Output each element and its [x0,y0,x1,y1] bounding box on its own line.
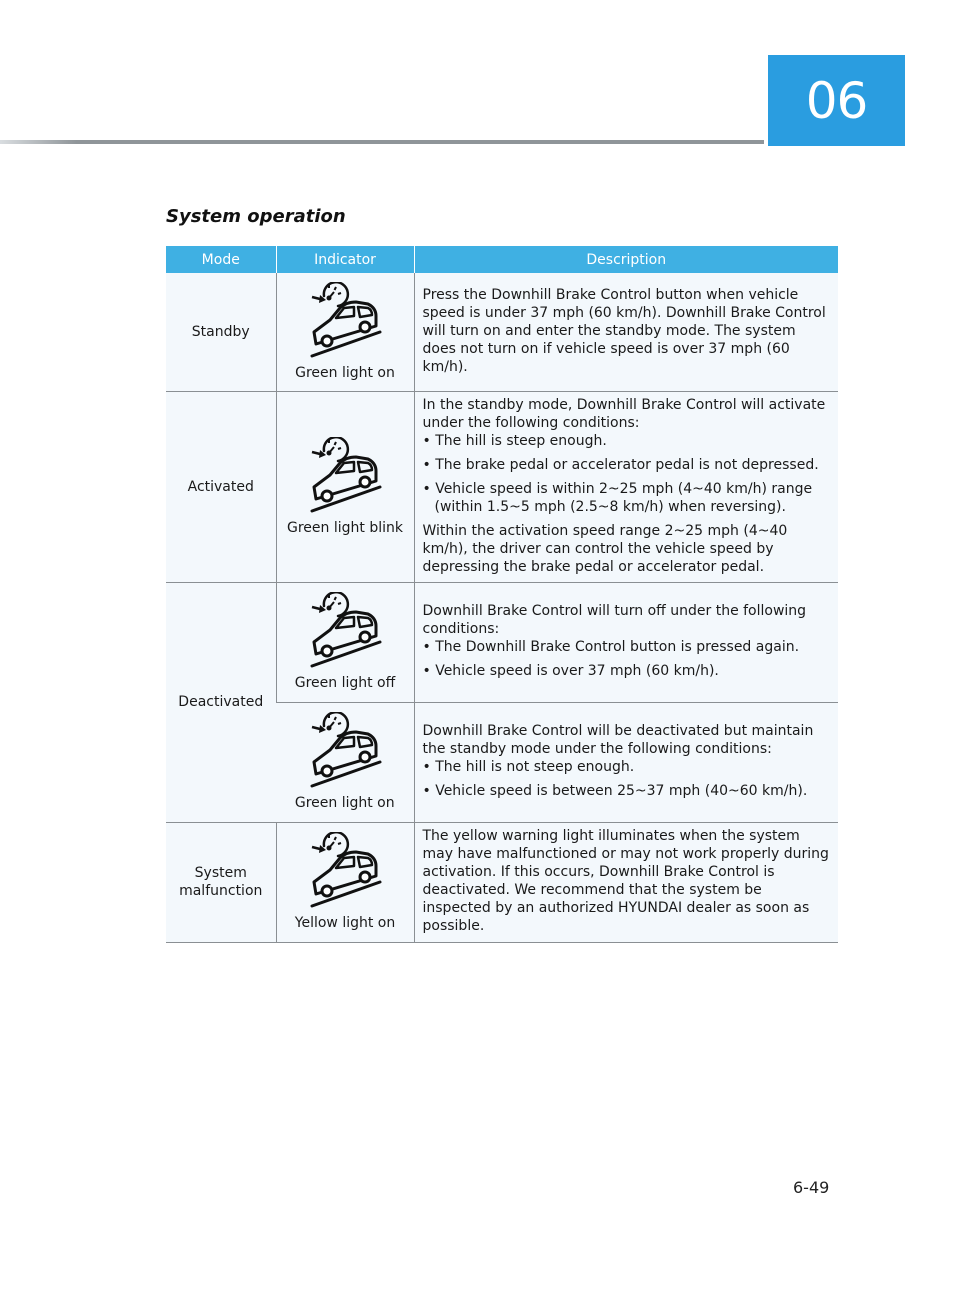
table-row [166,273,838,391]
table-row [166,822,838,942]
description-text: Press the Downhill Brake Control button when vehicle speed is under 37 mph (60 km/h). Downhill Brake Control will turn on and enter the standby mode. The system does not turn on if vehicle speed is over 37 mph (60 km/h). [422,286,826,375]
bullet-item: • The hill is steep enough. [422,432,607,449]
indicator-label: Green light on [295,364,395,381]
indicator-label: Green light off [294,675,396,691]
section-title: System operation [166,206,346,227]
header-description: Description [414,246,838,273]
indicator-cell [276,582,414,702]
mode-cell: Standby [166,273,276,391]
description-cell [414,391,838,582]
indicator-label: Yellow light on [294,915,396,931]
indicator-label: Green light blink [287,519,403,536]
bullet-item: • The brake pedal or accelerator pedal is not depressed. [422,456,819,473]
description-text: The yellow warning light illuminates when the system may have malfunctioned or may not work properly during activation. If this occurs, Downhill Brake Control is deactivated. We recommend that the system be inspected by an authorized HYUNDAI dealer as soon as possible. [422,828,829,934]
description-cell [414,273,838,391]
indicator-cell [276,822,414,942]
downhill-brake-control-icon [300,592,390,672]
bullet-item: • Vehicle speed is between 25~37 mph (40~60 km/h). [422,783,808,799]
table-row [166,391,838,582]
system-operation-table [166,246,838,943]
page-number: 6-49 [793,1178,830,1197]
indicator-cell [276,702,414,822]
bullet-item: • The hill is not steep enough. [422,759,635,775]
indicator-label: Green light on [294,795,395,811]
description-intro: Downhill Brake Control will turn off under the following conditions: [422,603,807,637]
bullet-item: • The Downhill Brake Control button is pressed again. [422,639,800,655]
downhill-brake-control-icon [300,712,390,792]
downhill-brake-control-icon [300,437,390,517]
description-intro: In the standby mode, Downhill Brake Control will activate under the following conditions: [422,396,826,431]
indicator-cell [276,391,414,582]
header-mode: Mode [166,246,276,273]
description-intro: Downhill Brake Control will be deactivated but maintain the standby mode under the following conditions: [422,723,814,757]
bullet-item: • Vehicle speed is within 2~25 mph (4~40 km/h) range (within 1.5~5 mph (2.5~8 km/h) when reversing). [422,480,813,515]
header-rule [0,140,764,144]
bullet-item: • Vehicle speed is over 37 mph (60 km/h). [422,663,719,679]
description-outro: Within the activation speed range 2~25 mph (4~40 km/h), the driver can control the vehicle speed by depressing the brake pedal or accelerator pedal. [422,522,788,575]
indicator-cell [276,273,414,391]
description-cell [414,822,838,942]
mode-cell: System malfunction [166,822,276,942]
mode-cell: Deactivated [166,582,276,822]
description-cell [414,702,838,822]
mode-cell: Activated [166,391,276,582]
description-cell [414,582,838,702]
downhill-brake-control-icon [300,832,390,912]
header-indicator: Indicator [276,246,414,273]
chapter-tab: 06 [768,55,905,146]
table-row [166,582,838,702]
table-header-row [166,246,838,273]
downhill-brake-control-icon [300,282,390,362]
